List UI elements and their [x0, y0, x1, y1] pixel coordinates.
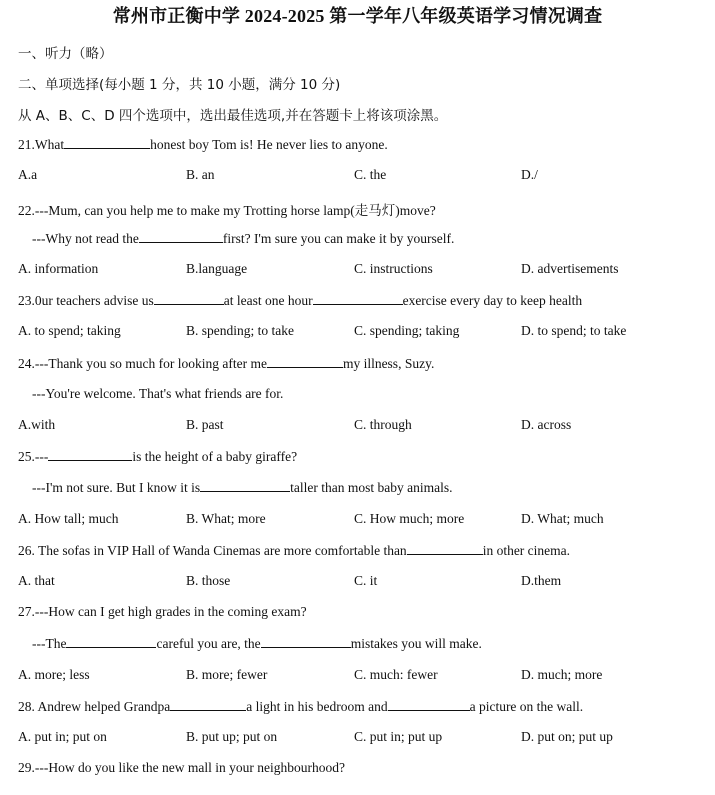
answer-blank: [66, 635, 156, 648]
q23-text-pre: 23.0ur teachers advise us: [18, 293, 154, 308]
q21-option-c: C. the: [354, 167, 387, 182]
q24-option-a: A.with: [18, 417, 56, 432]
q27-reply-post: mistakes you will make.: [350, 636, 482, 651]
answer-blank: [267, 355, 343, 368]
question-25: [18, 448, 297, 465]
q28-text-mid: a light in his bedroom and: [246, 699, 388, 714]
q25-reply-post: taller than most baby animals.: [290, 480, 453, 495]
question-24-reply: ---You're welcome. That's what friends are for.: [32, 386, 284, 401]
q25-option-d: D. What; much: [521, 511, 604, 526]
instruction-text: 从 A、B、C、D 四个选项中，选出最佳选项,并在答题卡上将该项涂黑。: [18, 108, 448, 124]
q23-option-d: D. to spend; to take: [521, 323, 627, 338]
q22-reply-post: first? I'm sure you can make it by yourself.: [222, 231, 455, 246]
question-25-reply: [32, 479, 453, 496]
q21-option-b: B. an: [186, 167, 215, 182]
answer-blank: [261, 635, 351, 648]
section-listening: 一、听力（略）: [18, 46, 113, 62]
question-27: 27.---How can I get high grades in the coming exam?: [18, 604, 307, 619]
q21-option-a: A.a: [18, 167, 38, 182]
section-multiple-choice: 二、单项选择(每小题 1 分，共 10 小题，满分 10 分): [18, 77, 341, 93]
q26-text-pre: 26. The sofas in VIP Hall of Wanda Cinemas are more comfortable than: [18, 543, 407, 558]
q24-text-post: my illness, Suzy.: [342, 356, 435, 371]
q23-option-a: A. to spend; taking: [18, 323, 121, 338]
q25-option-c: C. How much; more: [354, 511, 465, 526]
q27-reply-mid: careful you are, the: [156, 636, 261, 651]
question-22: 22.---Mum, can you help me to make my Trotting horse lamp(走马灯)move?: [18, 203, 436, 218]
q28-option-d: D. put on; put up: [521, 729, 613, 744]
q26-option-a: A. that: [18, 573, 55, 588]
q24-option-d: D. across: [521, 417, 572, 432]
answer-blank: [313, 292, 403, 305]
q22-option-a: A. information: [18, 261, 99, 276]
answer-blank: [170, 698, 246, 711]
q26-text-post: in other cinema.: [482, 543, 571, 558]
answer-blank: [388, 698, 470, 711]
question-27-reply: [32, 635, 482, 652]
q22-option-b: B.language: [186, 261, 248, 276]
q23-option-c: C. spending; taking: [354, 323, 460, 338]
q24-text-pre: 24.---Thank you so much for looking after me: [18, 356, 267, 371]
q25-text-post: is the height of a baby giraffe?: [132, 449, 298, 464]
q26-option-d: D.them: [521, 573, 562, 588]
q21-text-pre: 21.What: [18, 137, 65, 152]
q27-option-c: C. much: fewer: [354, 667, 438, 682]
q28-text-post: a picture on the wall.: [469, 699, 584, 714]
q22-option-d: D. advertisements: [521, 261, 619, 276]
q28-option-a: A. put in; put on: [18, 729, 107, 744]
q24-option-c: C. through: [354, 417, 412, 432]
q28-text-pre: 28. Andrew helped Grandpa: [18, 699, 171, 714]
q28-option-b: B. put up; put on: [186, 729, 278, 744]
question-21: [18, 136, 388, 153]
question-28: [18, 698, 583, 715]
q25-option-a: A. How tall; much: [18, 511, 119, 526]
q26-option-b: B. those: [186, 573, 231, 588]
q28-option-c: C. put in; put up: [354, 729, 443, 744]
page-title: 常州市正衡中学 2024-2025 第一学年八年级英语学习情况调查: [112, 6, 603, 26]
answer-blank: [48, 448, 132, 461]
answer-blank: [64, 136, 150, 149]
question-23: [18, 292, 582, 309]
q27-option-b: B. more; fewer: [186, 667, 268, 682]
q23-text-mid: at least one hour: [223, 293, 313, 308]
answer-blank: [154, 292, 224, 305]
question-26: [18, 542, 570, 559]
q27-option-d: D. much; more: [521, 667, 603, 682]
q23-text-post: exercise every day to keep health: [402, 293, 583, 308]
q25-text-pre: 25.---: [18, 449, 49, 464]
q22-reply-pre: ---Why not read the: [32, 231, 139, 246]
answer-blank: [407, 542, 483, 555]
q24-option-b: B. past: [186, 417, 224, 432]
q27-option-a: A. more; less: [18, 667, 90, 682]
q21-text-post: honest boy Tom is! He never lies to anyone.: [150, 137, 388, 152]
question-22-reply: [32, 230, 454, 247]
q21-option-d: D./: [521, 167, 538, 182]
answer-blank: [200, 479, 290, 492]
q25-option-b: B. What; more: [186, 511, 266, 526]
question-29: 29.---How do you like the new mall in your neighbourhood?: [18, 760, 345, 775]
answer-blank: [139, 230, 223, 243]
q27-reply-pre: ---The: [32, 636, 67, 651]
q22-option-c: C. instructions: [354, 261, 433, 276]
q23-option-b: B. spending; to take: [186, 323, 294, 338]
q26-option-c: C. it: [354, 573, 378, 588]
question-24: [18, 355, 434, 372]
q25-reply-pre: ---I'm not sure. But I know it is: [32, 480, 201, 495]
